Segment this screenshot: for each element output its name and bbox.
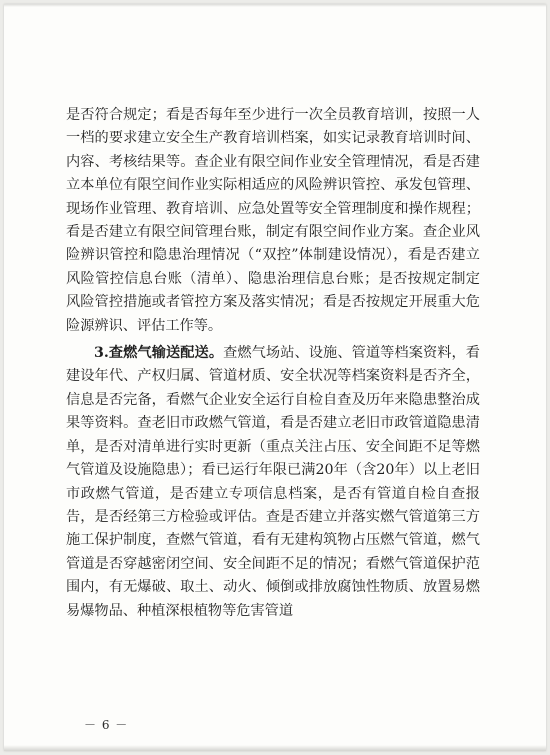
scan-edge-top	[4, 4, 546, 7]
document-body	[66, 104, 480, 623]
paragraph-2-lead: 3.查燃气输送配送。	[94, 345, 224, 362]
paragraph-2-text: 查燃气场站、设施、管道等档案资料，看建设年代、产权归属、管道材质、安全状况等档案资料是否齐全，信息是否完备，看燃气企业安全运行自检自查及历年来隐患整治成果等资料。查老旧市政燃气管道，看是否建立老旧市政管道隐患清单，是否对清单进行实时更新（重点关注占压、安全间距不足等燃气管道及设施隐患）；看已运行年限已满20年（含20年）以上老旧市政燃气管道，是否建立专项信息档案，是否有管道自检自查报告，是否经第三方检验或评估。查是否建立并落实燃气管道第三方施工保护制度，查燃气管道，看有无建构筑物占压燃气管道，燃气管道是否穿越密闭空间、安全间距不足的情况；看燃气管道保护范围内，有无爆破、取土、动火、倾倒或排放腐蚀性物质、放置易燃易爆物品、种植深根植物等危害管道	[66, 345, 480, 619]
scanned-page	[4, 4, 546, 751]
scan-edge-bottom	[4, 745, 546, 751]
paragraph-1-text: 是否符合规定；看是否每年至少进行一次全员教育培训，按照一人一档的要求建立安全生产教育培训档案，如实记录教育培训时间、内容、考核结果等。查企业有限空间作业安全管理情况，看是否建立本单位有限空间作业实际相适应的风险辨识管控、承发包管理、现场作业管理、教育培训、应急处置等安全管理制度和操作规程；看是否建立有限空间管理台账，制定有限空间作业方案。查企业风险辨识管控和隐患治理情况（“双控”体制建设情况），看是否建立风险管控信息台账（清单）、隐患治理信息台账；是否按规定制定风险管控措施或者管控方案及落实情况；看是否按规定开展重大危险源辨识、评估工作等。	[66, 107, 480, 334]
paragraph-continued	[66, 104, 480, 338]
paragraph-gas-transmission	[66, 342, 480, 623]
page-number: － 6 －	[84, 718, 129, 732]
paragraph-2	[66, 342, 480, 623]
